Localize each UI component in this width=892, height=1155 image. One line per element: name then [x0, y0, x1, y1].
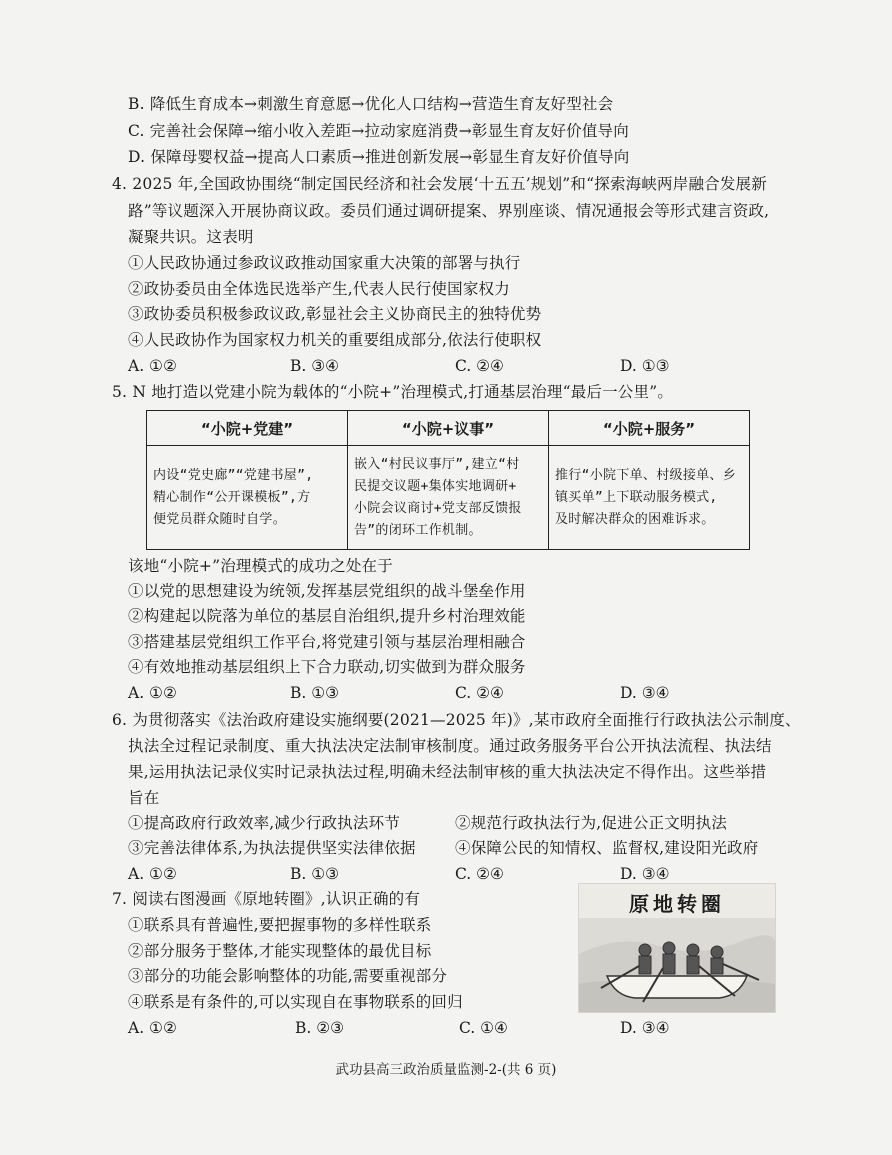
q4-choice-c: C. ②④: [455, 357, 504, 375]
q6-statement-3: ③完善法律体系,为执法提供坚实法律依据: [128, 839, 416, 857]
q7-statement-1: ①联系具有普遍性,要把握事物的多样性联系: [128, 916, 432, 934]
q4-stem-line1: 4. 2025 年,全国政协围绕“制定国民经济和社会发展‘十五五’规划”和“探索海峡两岸融合发展新: [112, 175, 767, 193]
cell-line: 内设“党史廊”“党建书屋”,: [153, 467, 314, 483]
cartoon-title: 原地转圈: [629, 892, 725, 916]
q4-choice-b: B. ③④: [290, 357, 340, 375]
q4-stem-line2: 路”等议题深入开展协商议政。委员们通过调研提案、界别座谈、情况通报会等形式建言资政,: [128, 202, 770, 220]
q5-choice-c: C. ②④: [455, 684, 504, 702]
q3-option-c: C. 完善社会保障→缩小收入差距→拉动家庭消费→彰显生育友好价值导向: [128, 122, 629, 140]
q5-choice-d: D. ③④: [620, 684, 670, 702]
q7-choice-b: B. ②③: [295, 1019, 345, 1037]
cell-line: 嵌入“村民议事厅”,建立“村: [354, 456, 520, 472]
q6-stem-line1: 6. 为贯彻落实《法治政府建设实施纲要(2021—2025 年)》,某市政府全面推行行政执法公示制度、: [112, 711, 801, 729]
q7-stem: 7. 阅读右图漫画《原地转圈》,认识正确的有: [112, 890, 421, 908]
q3-option-b: B. 降低生育成本→刺激生育意愿→优化人口结构→营造生育友好型社会: [128, 95, 614, 113]
q5-statement-2: ②构建起以院落为单位的基层自治组织,提升乡村治理效能: [128, 607, 526, 625]
q6-stem-line4: 旨在: [128, 789, 160, 807]
q4-stem-line3: 凝聚共识。这表明: [128, 228, 254, 246]
q6-choice-a: A. ①②: [128, 865, 177, 883]
q6-stem-line3: 果,运用执法记录仪实时记录执法过程,明确未经法制审核的重大执法决定不得作出。这些举措: [128, 763, 767, 781]
q5-statement-4: ④有效地推动基层组织上下合力联动,切实做到为群众服务: [128, 658, 526, 676]
q5-table-header-3: “小院+服务”: [549, 411, 750, 446]
q4-statement-3: ③政协委员积极参政议政,彰显社会主义协商民主的独特优势: [128, 305, 542, 323]
q5-table-header-2: “小院+议事”: [348, 411, 549, 446]
q5-statement-3: ③搭建基层党组织工作平台,将党建引领与基层治理相融合: [128, 633, 526, 651]
q7-choice-d: D. ③④: [620, 1019, 670, 1037]
q7-choice-a: A. ①②: [128, 1019, 177, 1037]
q4-choice-a: A. ①②: [128, 357, 177, 375]
q6-stem-line2: 执法全过程记录制度、重大执法决定法制审核制度。通过政务服务平台公开执法流程、执法结: [128, 737, 772, 755]
cell-line: 便党员群众随时自学。: [153, 511, 287, 527]
cell-line: 小院会议商讨+党支部反馈报: [354, 500, 522, 516]
q4-statement-1: ①人民政协通过参政议政推动国家重大决策的部署与执行: [128, 254, 521, 272]
q4-statement-2: ②政协委员由全体选民选举产生,代表人民行使国家权力: [128, 280, 510, 298]
q7-statement-2: ②部分服务于整体,才能实现整体的最优目标: [128, 942, 432, 960]
q5-statement-1: ①以党的思想建设为统领,发挥基层党组织的战斗堡垒作用: [128, 582, 526, 600]
q6-choice-d: D. ③④: [620, 865, 670, 883]
q5-question: 该地“小院+”治理模式的成功之处在于: [128, 557, 393, 575]
q3-option-d: D. 保障母婴权益→提高人口素质→推进创新发展→彰显生育友好价值导向: [128, 148, 630, 166]
page-footer: 武功县高三政治质量监测-2-(共 6 页): [335, 1062, 557, 1078]
q7-statement-4: ④联系是有条件的,可以实现自在事物联系的回归: [128, 993, 463, 1011]
q5-table-header-1: “小院+党建”: [147, 411, 348, 446]
q6-statement-1: ①提高政府行政效率,减少行政执法环节: [128, 814, 401, 832]
q5-table-cell-2: [348, 446, 549, 550]
q7-statement-3: ③部分的功能会影响整体的功能,需要重视部分: [128, 967, 448, 985]
cell-line: 镇买单”上下联动服务模式,: [555, 489, 718, 505]
q5-choice-b: B. ①③: [290, 684, 340, 702]
boat-illustration: [579, 884, 775, 1012]
cartoon-image: [578, 883, 776, 1013]
q4-choice-d: D. ①③: [620, 357, 670, 375]
q5-choice-a: A. ①②: [128, 684, 177, 702]
cell-line: 民提交议题+集体实地调研+: [354, 478, 517, 494]
q5-table-cell-3: [549, 446, 750, 550]
cell-line: 精心制作“公开课模板”,方: [153, 489, 311, 505]
q5-table: [146, 410, 750, 550]
q6-choice-b: B. ①③: [290, 865, 340, 883]
q6-choice-c: C. ②④: [455, 865, 504, 883]
q6-statement-2: ②规范行政执法行为,促进公正文明执法: [455, 814, 728, 832]
q5-table-cell-1: [147, 446, 348, 550]
cell-line: 告”的闭环工作机制。: [354, 522, 482, 538]
cell-line: 及时解决群众的困难诉求。: [555, 511, 715, 527]
cell-line: 推行“小院下单、村级接单、乡: [555, 467, 737, 483]
q7-choice-c: C. ①④: [459, 1019, 508, 1037]
q5-stem: 5. N 地打造以党建小院为载体的“小院+”治理模式,打通基层治理“最后一公里”。: [112, 383, 674, 401]
q4-statement-4: ④人民政协作为国家权力机关的重要组成部分,依法行使职权: [128, 331, 542, 349]
q6-statement-4: ④保障公民的知情权、监督权,建设阳光政府: [455, 839, 759, 857]
